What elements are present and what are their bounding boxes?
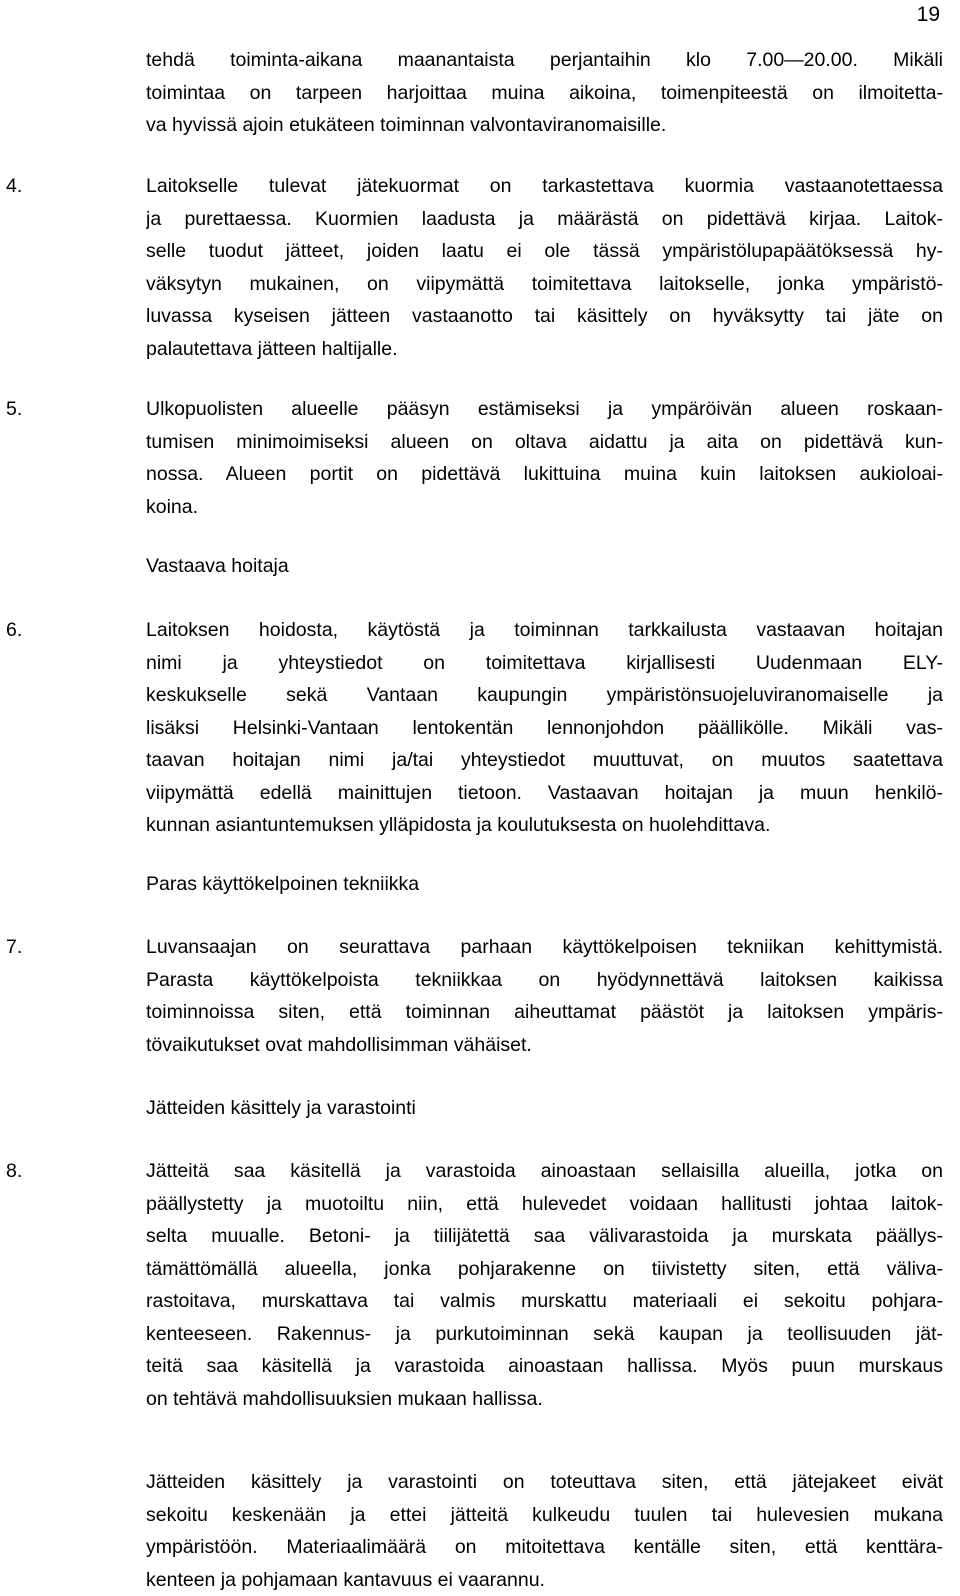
text-line: toiminnoissa siten, että toiminnan aiheuttamat päästöt ja laitoksen ympäris- [146, 1001, 943, 1023]
item-paragraph-6 [146, 614, 943, 842]
section-heading: Paras käyttökelpoinen tekniikka [146, 873, 420, 895]
text-line: selta muualle. Betoni- ja tiilijätettä saa välivarastoida ja murskata päällys- [146, 1225, 943, 1247]
text-line: selle tuodut jätteet, joiden laatu ei ole tässä ympäristölupapäätöksessä hy- [146, 240, 943, 262]
text-line: kenteen ja pohjamaan kantavuus ei vaarannu. [146, 1568, 545, 1591]
text-line: tämättömällä alueella, jonka pohjarakenne on tiivistetty siten, että väliva- [146, 1257, 943, 1280]
text-line: Laitokselle tulevat jätekuormat on tarkastettava kuormia vastaanotettaessa [146, 175, 943, 197]
text-line: koina. [146, 495, 199, 518]
text-line: lisäksi Helsinki-Vantaan lentokentän lennonjohdon päällikölle. Mikäli vas- [146, 716, 943, 739]
text-line: Luvansaajan on seurattava parhaan käyttökelpoisen tekniikan kehittymistä. [146, 936, 943, 958]
item-paragraph-5 [146, 393, 943, 523]
text-line: ja purettaessa. Kuormien laadusta ja määrästä on pidettävä kirjaa. Laitok- [146, 207, 943, 230]
item-paragraph-7 [146, 931, 943, 1061]
item-number: 6. [6, 619, 23, 641]
section-heading: Vastaava hoitaja [146, 555, 289, 577]
text-line: Laitoksen hoidosta, käytöstä ja toiminnan tarkkailusta vastaavan hoitajan [146, 619, 943, 641]
item-number: 5. [6, 398, 23, 420]
text-line: va hyvissä ajoin etukäteen toiminnan valvontaviranomaisille. [146, 114, 667, 136]
text-line: nossa. Alueen portit on pidettävä lukittuina muina kuin laitoksen aukioloai- [146, 463, 943, 485]
text-line: kunnan asiantuntemuksen ylläpidosta ja koulutuksesta on huolehdittava. [146, 814, 771, 836]
text-line: Parasta käyttökelpoista tekniikkaa on hyödynnettävä laitoksen kaikissa [146, 968, 943, 991]
item-number: 8. [6, 1160, 23, 1182]
text-line: Jätteitä saa käsitellä ja varastoida ainoastaan sellaisilla alueilla, jotka on [146, 1160, 943, 1182]
text-line: teitä saa käsitellä ja varastoida ainoastaan hallissa. Myös puun murskaus [146, 1355, 943, 1377]
item-number: 4. [6, 175, 23, 197]
item-paragraph-4 [146, 170, 943, 365]
item-paragraph-8 [146, 1155, 943, 1415]
text-line: sekoitu keskenään ja ettei jätteitä kulkeudu tuulen tai hulevesien mukana [146, 1503, 943, 1526]
text-line: viipymättä edellä mainittujen tietoon. Vastaavan hoitajan ja muun henkilö- [146, 781, 943, 804]
section-heading: Jätteiden käsittely ja varastointi [146, 1097, 416, 1119]
text-line: tumisen minimoimiseksi alueen on oltava aidattu ja aita on pidettävä kun- [146, 430, 943, 453]
page-number: 19 [916, 3, 940, 26]
text-line: luvassa kyseisen jätteen vastaanotto tai käsittely on hyväksytty tai jäte on [146, 305, 943, 327]
text-line: palautettava jätteen haltijalle. [146, 337, 398, 360]
text-line: väksytyn mukainen, on viipymättä toimitettava laitokselle, jonka ympäristö- [146, 272, 943, 295]
text-line: päällystetty ja muotoiltu niin, että hulevedet voidaan hallitusti johtaa laitok- [146, 1192, 943, 1215]
intro-paragraph [146, 44, 943, 142]
text-line: Jätteiden käsittely ja varastointi on toteuttava siten, että jätejakeet eivät [146, 1471, 943, 1493]
continuation-paragraph [146, 1466, 943, 1596]
text-line: keskukselle sekä Vantaan kaupungin ympäristönsuojeluviranomaiselle ja [146, 684, 943, 706]
text-line: toimintaa on tarpeen harjoittaa muina aikoina, toimenpiteestä on ilmoitetta- [146, 81, 943, 104]
text-line: Ulkopuolisten alueelle pääsyn estämiseksi ja ympäröivän alueen roskaan- [146, 398, 943, 420]
text-line: taavan hoitajan nimi ja/tai yhteystiedot muuttuvat, on muutos saatettava [146, 749, 943, 771]
text-line: ympäristöön. Materiaalimäärä on mitoitettava kentälle siten, että kenttära- [146, 1536, 943, 1558]
text-line: rastoitava, murskattava tai valmis murskattu materiaali ei sekoitu pohjara- [146, 1290, 943, 1312]
text-line: tehdä toiminta-aikana maanantaista perjantaihin klo 7.00—20.00. Mikäli [146, 49, 943, 71]
text-line: on tehtävä mahdollisuuksien mukaan hallissa. [146, 1387, 543, 1410]
text-line: kenteeseen. Rakennus- ja purkutoiminnan sekä kaupan ja teollisuuden jät- [146, 1322, 943, 1345]
text-line: tövaikutukset ovat mahdollisimman vähäiset. [146, 1033, 532, 1056]
item-number: 7. [6, 936, 23, 958]
text-line: nimi ja yhteystiedot on toimitettava kirjallisesti Uudenmaan ELY- [146, 651, 943, 674]
